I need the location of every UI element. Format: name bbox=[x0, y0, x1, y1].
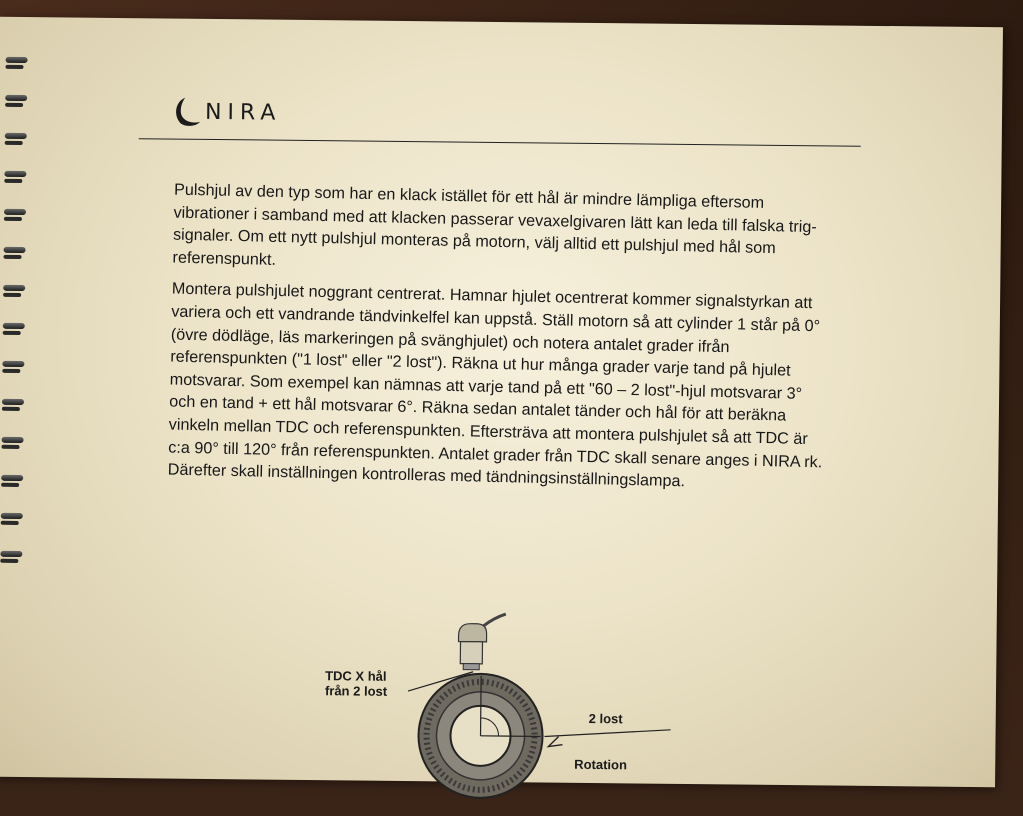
lost-leader-line bbox=[545, 728, 671, 737]
body-text bbox=[167, 179, 834, 506]
crank-sensor-icon bbox=[458, 614, 506, 670]
header-rule bbox=[139, 138, 861, 147]
nira-swoosh-icon bbox=[171, 96, 201, 128]
pulse-wheel-svg bbox=[312, 604, 694, 808]
nira-logo bbox=[171, 94, 301, 135]
manual-page bbox=[0, 17, 1003, 787]
lost-label: 2 lost bbox=[588, 710, 623, 727]
spiral-binding bbox=[0, 57, 34, 617]
paragraph-1: Pulshjul av den typ som har en klack istället för ett hål är mindre lämpliga eftersom vibrationer i samband med att klacken passerar vevaxelgivaren lätt kan leda till falska trig-signaler. Om ett nytt pulshjul monteras på motorn, välj alltid ett pulshjul med hål som referenspunkt. bbox=[172, 180, 817, 269]
paragraph-2: Montera pulshjulet noggrant centrerat. Hamnar hjulet ocentrerat kommer signalstyrkan att variera och ett vandrande tändvinkelfel kan uppstå. Ställ motorn så att cylinder 1 står på 0° (övre dödläge, läs markeringen på svänghjulet) och notera antalet grader ifrån referenspunkten ("1 lost" eller "2 lost"). Räkna ut hur många grader varje tand på hjulet motsvarar. Som exempel kan nämnas att varje tand på ett "60 – 2 lost"-hjul motsvarar 3° och en tand + ett hål motsvarar 6°. Räkna sedan antalet tänder och hål för att beräkna vinkeln mellan TDC och referenspunkten. Eftersträva att montera pulshjulet så att TDC är c:a 90° till 120° från referenspunkten. Antalet grader från TDC skall senare anges i NIRA rk. Därefter skall inställningen kontrolleras med tändningsinställningslampa. bbox=[167, 279, 823, 491]
rotation-arrow-icon bbox=[548, 737, 562, 747]
pulse-wheel-diagram bbox=[312, 604, 694, 808]
rotation-label: Rotation bbox=[574, 756, 628, 773]
page-header bbox=[171, 89, 872, 156]
brand-name: NIRA bbox=[204, 99, 282, 126]
pulse-wheel-icon bbox=[418, 673, 543, 798]
tdc-label: TDC X hål från 2 lost bbox=[324, 668, 388, 699]
